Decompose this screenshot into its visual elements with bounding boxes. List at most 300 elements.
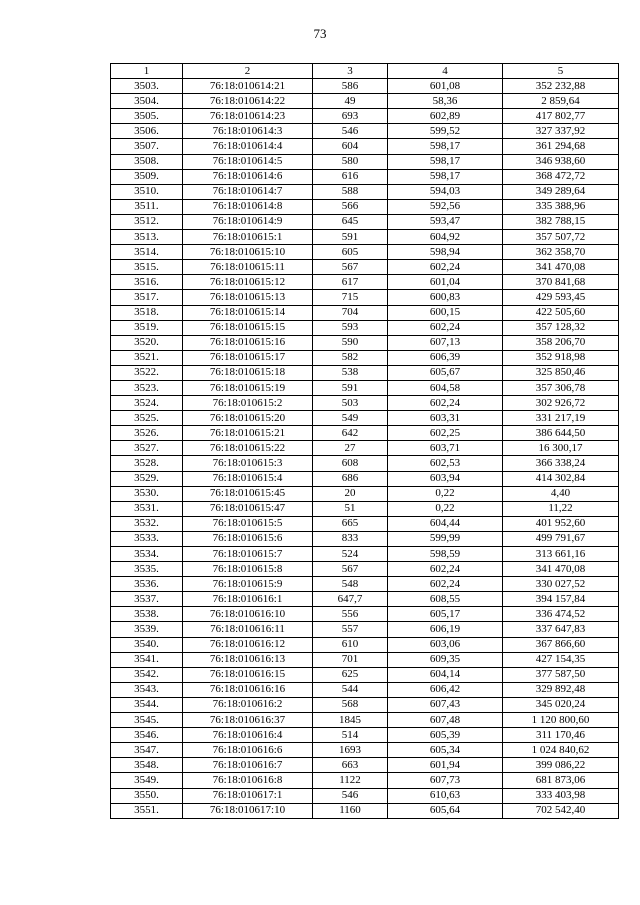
row-number-cell: 3548.: [111, 758, 183, 773]
cadastral-number-cell: 76:18:010615:3: [183, 456, 313, 471]
table-header-row: [111, 64, 619, 79]
table-row: [111, 697, 619, 712]
table-row: [111, 184, 619, 199]
area-cell: 567: [313, 562, 388, 577]
row-number-cell: 3517.: [111, 290, 183, 305]
cadastral-number-cell: 76:18:010616:16: [183, 682, 313, 697]
row-number-cell: 3546.: [111, 728, 183, 743]
row-number-cell: 3532.: [111, 516, 183, 531]
cadastral-number-cell: 76:18:010615:45: [183, 486, 313, 501]
specific-value-cell: 606,19: [388, 622, 503, 637]
area-cell: 833: [313, 531, 388, 546]
area-cell: 617: [313, 275, 388, 290]
row-number-cell: 3518.: [111, 305, 183, 320]
specific-value-cell: 606,42: [388, 682, 503, 697]
specific-value-cell: 602,89: [388, 109, 503, 124]
table-row: [111, 199, 619, 214]
area-cell: 591: [313, 380, 388, 395]
row-number-cell: 3503.: [111, 79, 183, 94]
specific-value-cell: 601,04: [388, 275, 503, 290]
row-number-cell: 3506.: [111, 124, 183, 139]
area-cell: 27: [313, 441, 388, 456]
row-number-cell: 3538.: [111, 607, 183, 622]
area-cell: 590: [313, 335, 388, 350]
row-number-cell: 3549.: [111, 773, 183, 788]
specific-value-cell: 0,22: [388, 501, 503, 516]
cadastral-value-cell: 327 337,92: [503, 124, 619, 139]
cadastral-number-cell: 76:18:010616:13: [183, 652, 313, 667]
cadastral-number-cell: 76:18:010616:8: [183, 773, 313, 788]
cadastral-value-cell: 1 120 800,60: [503, 713, 619, 728]
specific-value-cell: 603,31: [388, 411, 503, 426]
row-number-cell: 3531.: [111, 501, 183, 516]
row-number-cell: 3535.: [111, 562, 183, 577]
specific-value-cell: 598,94: [388, 245, 503, 260]
row-number-cell: 3504.: [111, 94, 183, 109]
table-row: [111, 335, 619, 350]
row-number-cell: 3529.: [111, 471, 183, 486]
cadastral-value-cell: 11,22: [503, 501, 619, 516]
area-cell: 608: [313, 456, 388, 471]
row-number-cell: 3514.: [111, 245, 183, 260]
cadastral-number-cell: 76:18:010615:8: [183, 562, 313, 577]
column-header-4: 4: [388, 64, 503, 79]
area-cell: 1122: [313, 773, 388, 788]
cadastral-number-cell: 76:18:010615:7: [183, 547, 313, 562]
row-number-cell: 3537.: [111, 592, 183, 607]
table-row: [111, 531, 619, 546]
table-body: [111, 79, 619, 819]
area-cell: 544: [313, 682, 388, 697]
cadastral-number-cell: 76:18:010614:6: [183, 169, 313, 184]
row-number-cell: 3519.: [111, 320, 183, 335]
area-cell: 1693: [313, 743, 388, 758]
cadastral-number-cell: 76:18:010616:15: [183, 667, 313, 682]
cadastral-value-cell: 341 470,08: [503, 562, 619, 577]
cadastral-number-cell: 76:18:010615:5: [183, 516, 313, 531]
specific-value-cell: 594,03: [388, 184, 503, 199]
cadastral-value-cell: 331 217,19: [503, 411, 619, 426]
cadastral-number-cell: 76:18:010615:19: [183, 380, 313, 395]
table-row: [111, 562, 619, 577]
table-row: [111, 350, 619, 365]
cadastral-value-cell: 357 507,72: [503, 230, 619, 245]
cadastral-number-cell: 76:18:010616:4: [183, 728, 313, 743]
area-cell: 557: [313, 622, 388, 637]
specific-value-cell: 606,39: [388, 350, 503, 365]
cadastral-value-cell: 330 027,52: [503, 577, 619, 592]
row-number-cell: 3524.: [111, 396, 183, 411]
cadastral-value-cell: 499 791,67: [503, 531, 619, 546]
cadastral-value-cell: 362 358,70: [503, 245, 619, 260]
row-number-cell: 3513.: [111, 230, 183, 245]
cadastral-number-cell: 76:18:010616:12: [183, 637, 313, 652]
area-cell: 549: [313, 411, 388, 426]
area-cell: 591: [313, 230, 388, 245]
specific-value-cell: 605,34: [388, 743, 503, 758]
cadastral-number-cell: 76:18:010615:47: [183, 501, 313, 516]
specific-value-cell: 604,92: [388, 230, 503, 245]
specific-value-cell: 608,55: [388, 592, 503, 607]
cadastral-value-cell: 16 300,17: [503, 441, 619, 456]
row-number-cell: 3526.: [111, 426, 183, 441]
row-number-cell: 3523.: [111, 380, 183, 395]
cadastral-value-cell: 357 128,32: [503, 320, 619, 335]
cadastral-value-cell: 399 086,22: [503, 758, 619, 773]
cadastral-number-cell: 76:18:010614:5: [183, 154, 313, 169]
area-cell: 524: [313, 547, 388, 562]
area-cell: 1160: [313, 803, 388, 818]
row-number-cell: 3525.: [111, 411, 183, 426]
specific-value-cell: 598,17: [388, 154, 503, 169]
cadastral-value-cell: 2 859,64: [503, 94, 619, 109]
area-cell: 616: [313, 169, 388, 184]
area-cell: 546: [313, 124, 388, 139]
cadastral-number-cell: 76:18:010616:37: [183, 713, 313, 728]
cadastral-value-cell: 368 472,72: [503, 169, 619, 184]
row-number-cell: 3527.: [111, 441, 183, 456]
cadastral-number-cell: 76:18:010614:23: [183, 109, 313, 124]
specific-value-cell: 601,94: [388, 758, 503, 773]
cadastral-number-cell: 76:18:010616:7: [183, 758, 313, 773]
cadastral-number-cell: 76:18:010616:10: [183, 607, 313, 622]
specific-value-cell: 592,56: [388, 199, 503, 214]
area-cell: 665: [313, 516, 388, 531]
specific-value-cell: 607,48: [388, 713, 503, 728]
table-row: [111, 803, 619, 818]
specific-value-cell: 602,24: [388, 562, 503, 577]
table-row: [111, 788, 619, 803]
table-row: [111, 592, 619, 607]
table-row: [111, 154, 619, 169]
table-row: [111, 547, 619, 562]
row-number-cell: 3533.: [111, 531, 183, 546]
page-number: 73: [313, 26, 327, 41]
row-number-cell: 3512.: [111, 214, 183, 229]
cadastral-value-cell: 370 841,68: [503, 275, 619, 290]
area-cell: 663: [313, 758, 388, 773]
row-number-cell: 3511.: [111, 199, 183, 214]
table-row: [111, 411, 619, 426]
cadastral-value-cell: 427 154,35: [503, 652, 619, 667]
cadastral-value-cell: 394 157,84: [503, 592, 619, 607]
table-row: [111, 773, 619, 788]
specific-value-cell: 602,24: [388, 577, 503, 592]
row-number-cell: 3508.: [111, 154, 183, 169]
area-cell: 625: [313, 667, 388, 682]
row-number-cell: 3540.: [111, 637, 183, 652]
table-row: [111, 486, 619, 501]
cadastral-number-cell: 76:18:010615:6: [183, 531, 313, 546]
specific-value-cell: 598,59: [388, 547, 503, 562]
area-cell: 645: [313, 214, 388, 229]
cadastral-value-cell: 681 873,06: [503, 773, 619, 788]
specific-value-cell: 602,24: [388, 320, 503, 335]
cadastral-value-cell: 367 866,60: [503, 637, 619, 652]
row-number-cell: 3544.: [111, 697, 183, 712]
row-number-cell: 3541.: [111, 652, 183, 667]
table-row: [111, 728, 619, 743]
row-number-cell: 3539.: [111, 622, 183, 637]
cadastral-value-cell: 302 926,72: [503, 396, 619, 411]
cadastral-number-cell: 76:18:010616:2: [183, 697, 313, 712]
cadastral-value-cell: 352 918,98: [503, 350, 619, 365]
cadastral-value-cell: 1 024 840,62: [503, 743, 619, 758]
area-cell: 647,7: [313, 592, 388, 607]
area-cell: 1845: [313, 713, 388, 728]
area-cell: 701: [313, 652, 388, 667]
specific-value-cell: 602,53: [388, 456, 503, 471]
table-row: [111, 622, 619, 637]
cadastral-number-cell: 76:18:010614:7: [183, 184, 313, 199]
cadastral-value-cell: 345 020,24: [503, 697, 619, 712]
table-row: [111, 214, 619, 229]
cadastral-number-cell: 76:18:010614:3: [183, 124, 313, 139]
cadastral-value-cell: 357 306,78: [503, 380, 619, 395]
cadastral-value-cell: 337 647,83: [503, 622, 619, 637]
cadastral-number-cell: 76:18:010617:10: [183, 803, 313, 818]
cadastral-number-cell: 76:18:010617:1: [183, 788, 313, 803]
row-number-cell: 3516.: [111, 275, 183, 290]
cadastral-value-cell: 417 802,77: [503, 109, 619, 124]
table-row: [111, 320, 619, 335]
area-cell: 538: [313, 365, 388, 380]
table-row: [111, 290, 619, 305]
cadastral-value-cell: 346 938,60: [503, 154, 619, 169]
cadastral-number-cell: 76:18:010615:17: [183, 350, 313, 365]
cadastral-value-cell: 386 644,50: [503, 426, 619, 441]
specific-value-cell: 600,83: [388, 290, 503, 305]
table-row: [111, 652, 619, 667]
specific-value-cell: 598,17: [388, 169, 503, 184]
area-cell: 568: [313, 697, 388, 712]
table-row: [111, 79, 619, 94]
area-cell: 610: [313, 637, 388, 652]
row-number-cell: 3543.: [111, 682, 183, 697]
cadastral-value-cell: 341 470,08: [503, 260, 619, 275]
area-cell: 566: [313, 199, 388, 214]
table-row: [111, 305, 619, 320]
cadastral-number-cell: 76:18:010614:9: [183, 214, 313, 229]
cadastral-value-cell: 422 505,60: [503, 305, 619, 320]
row-number-cell: 3507.: [111, 139, 183, 154]
area-cell: 686: [313, 471, 388, 486]
specific-value-cell: 599,52: [388, 124, 503, 139]
specific-value-cell: 609,35: [388, 652, 503, 667]
cadastral-number-cell: 76:18:010615:22: [183, 441, 313, 456]
cadastral-number-cell: 76:18:010615:1: [183, 230, 313, 245]
cadastral-number-cell: 76:18:010616:11: [183, 622, 313, 637]
area-cell: 580: [313, 154, 388, 169]
column-header-3: 3: [313, 64, 388, 79]
row-number-cell: 3509.: [111, 169, 183, 184]
cadastral-number-cell: 76:18:010615:20: [183, 411, 313, 426]
area-cell: 514: [313, 728, 388, 743]
area-cell: 567: [313, 260, 388, 275]
row-number-cell: 3542.: [111, 667, 183, 682]
row-number-cell: 3551.: [111, 803, 183, 818]
area-cell: 546: [313, 788, 388, 803]
table-row: [111, 139, 619, 154]
row-number-cell: 3547.: [111, 743, 183, 758]
cadastral-value-cell: 329 892,48: [503, 682, 619, 697]
table-row: [111, 260, 619, 275]
specific-value-cell: 610,63: [388, 788, 503, 803]
cadastral-number-cell: 76:18:010616:6: [183, 743, 313, 758]
row-number-cell: 3534.: [111, 547, 183, 562]
row-number-cell: 3536.: [111, 577, 183, 592]
row-number-cell: 3510.: [111, 184, 183, 199]
table-row: [111, 577, 619, 592]
specific-value-cell: 603,71: [388, 441, 503, 456]
cadastral-value-cell: 4,40: [503, 486, 619, 501]
specific-value-cell: 599,99: [388, 531, 503, 546]
row-number-cell: 3530.: [111, 486, 183, 501]
table-row: [111, 365, 619, 380]
table-row: [111, 471, 619, 486]
table-row: [111, 637, 619, 652]
table-row: [111, 396, 619, 411]
cadastral-number-cell: 76:18:010615:16: [183, 335, 313, 350]
area-cell: 556: [313, 607, 388, 622]
cadastral-value-cell: 377 587,50: [503, 667, 619, 682]
table-row: [111, 245, 619, 260]
table-row: [111, 682, 619, 697]
specific-value-cell: 605,67: [388, 365, 503, 380]
specific-value-cell: 607,43: [388, 697, 503, 712]
cadastral-number-cell: 76:18:010615:15: [183, 320, 313, 335]
specific-value-cell: 602,25: [388, 426, 503, 441]
table-row: [111, 230, 619, 245]
cadastral-number-cell: 76:18:010615:14: [183, 305, 313, 320]
cadastral-number-cell: 76:18:010614:4: [183, 139, 313, 154]
specific-value-cell: 600,15: [388, 305, 503, 320]
cadastral-value-cell: 349 289,64: [503, 184, 619, 199]
cadastral-value-cell: 429 593,45: [503, 290, 619, 305]
row-number-cell: 3550.: [111, 788, 183, 803]
table-row: [111, 516, 619, 531]
cadastral-number-cell: 76:18:010614:22: [183, 94, 313, 109]
specific-value-cell: 605,64: [388, 803, 503, 818]
row-number-cell: 3505.: [111, 109, 183, 124]
specific-value-cell: 602,24: [388, 396, 503, 411]
area-cell: 593: [313, 320, 388, 335]
area-cell: 20: [313, 486, 388, 501]
cadastral-number-cell: 76:18:010615:4: [183, 471, 313, 486]
area-cell: 582: [313, 350, 388, 365]
row-number-cell: 3520.: [111, 335, 183, 350]
cadastral-number-cell: 76:18:010614:8: [183, 199, 313, 214]
table-row: [111, 456, 619, 471]
cadastral-value-cell: 333 403,98: [503, 788, 619, 803]
area-cell: 693: [313, 109, 388, 124]
cadastral-value-cell: 352 232,88: [503, 79, 619, 94]
area-cell: 586: [313, 79, 388, 94]
cadastral-value-cell: 325 850,46: [503, 365, 619, 380]
cadastral-value-cell: 382 788,15: [503, 214, 619, 229]
specific-value-cell: 605,39: [388, 728, 503, 743]
table-row: [111, 94, 619, 109]
row-number-cell: 3528.: [111, 456, 183, 471]
specific-value-cell: 603,06: [388, 637, 503, 652]
cadastral-value-cell: 414 302,84: [503, 471, 619, 486]
row-number-cell: 3522.: [111, 365, 183, 380]
column-header-2: 2: [183, 64, 313, 79]
row-number-cell: 3521.: [111, 350, 183, 365]
cadastral-value-cell: 313 661,16: [503, 547, 619, 562]
cadastral-value-cell: 358 206,70: [503, 335, 619, 350]
specific-value-cell: 602,24: [388, 260, 503, 275]
cadastral-value-cell: 361 294,68: [503, 139, 619, 154]
cadastral-number-cell: 76:18:010615:9: [183, 577, 313, 592]
specific-value-cell: 593,47: [388, 214, 503, 229]
table-row: [111, 758, 619, 773]
table-row: [111, 441, 619, 456]
cadastral-number-cell: 76:18:010616:1: [183, 592, 313, 607]
cadastral-number-cell: 76:18:010615:18: [183, 365, 313, 380]
specific-value-cell: 604,44: [388, 516, 503, 531]
row-number-cell: 3545.: [111, 713, 183, 728]
specific-value-cell: 601,08: [388, 79, 503, 94]
specific-value-cell: 604,58: [388, 380, 503, 395]
specific-value-cell: 607,13: [388, 335, 503, 350]
cadastral-value-cell: 401 952,60: [503, 516, 619, 531]
area-cell: 704: [313, 305, 388, 320]
area-cell: 605: [313, 245, 388, 260]
cadastral-number-cell: 76:18:010615:10: [183, 245, 313, 260]
area-cell: 49: [313, 94, 388, 109]
area-cell: 548: [313, 577, 388, 592]
cadastral-number-cell: 76:18:010614:21: [183, 79, 313, 94]
cadastral-number-cell: 76:18:010615:21: [183, 426, 313, 441]
specific-value-cell: 604,14: [388, 667, 503, 682]
specific-value-cell: 605,17: [388, 607, 503, 622]
specific-value-cell: 607,73: [388, 773, 503, 788]
specific-value-cell: 598,17: [388, 139, 503, 154]
area-cell: 604: [313, 139, 388, 154]
table-row: [111, 426, 619, 441]
table-row: [111, 124, 619, 139]
area-cell: 503: [313, 396, 388, 411]
specific-value-cell: 603,94: [388, 471, 503, 486]
area-cell: 51: [313, 501, 388, 516]
column-header-5: 5: [503, 64, 619, 79]
cadastral-value-cell: 336 474,52: [503, 607, 619, 622]
row-number-cell: 3515.: [111, 260, 183, 275]
cadastral-value-cell: 702 542,40: [503, 803, 619, 818]
table-row: [111, 501, 619, 516]
cadastral-number-cell: 76:18:010615:2: [183, 396, 313, 411]
table-row: [111, 380, 619, 395]
cadastral-number-cell: 76:18:010615:12: [183, 275, 313, 290]
table-row: [111, 743, 619, 758]
table-row: [111, 109, 619, 124]
cadastral-value-table: [110, 63, 619, 819]
table-row: [111, 275, 619, 290]
cadastral-value-cell: 335 388,96: [503, 199, 619, 214]
area-cell: 715: [313, 290, 388, 305]
area-cell: 642: [313, 426, 388, 441]
table-row: [111, 607, 619, 622]
cadastral-number-cell: 76:18:010615:13: [183, 290, 313, 305]
cadastral-value-cell: 311 170,46: [503, 728, 619, 743]
cadastral-value-cell: 366 338,24: [503, 456, 619, 471]
column-header-1: 1: [111, 64, 183, 79]
table-row: [111, 169, 619, 184]
area-cell: 588: [313, 184, 388, 199]
specific-value-cell: 58,36: [388, 94, 503, 109]
table-row: [111, 667, 619, 682]
